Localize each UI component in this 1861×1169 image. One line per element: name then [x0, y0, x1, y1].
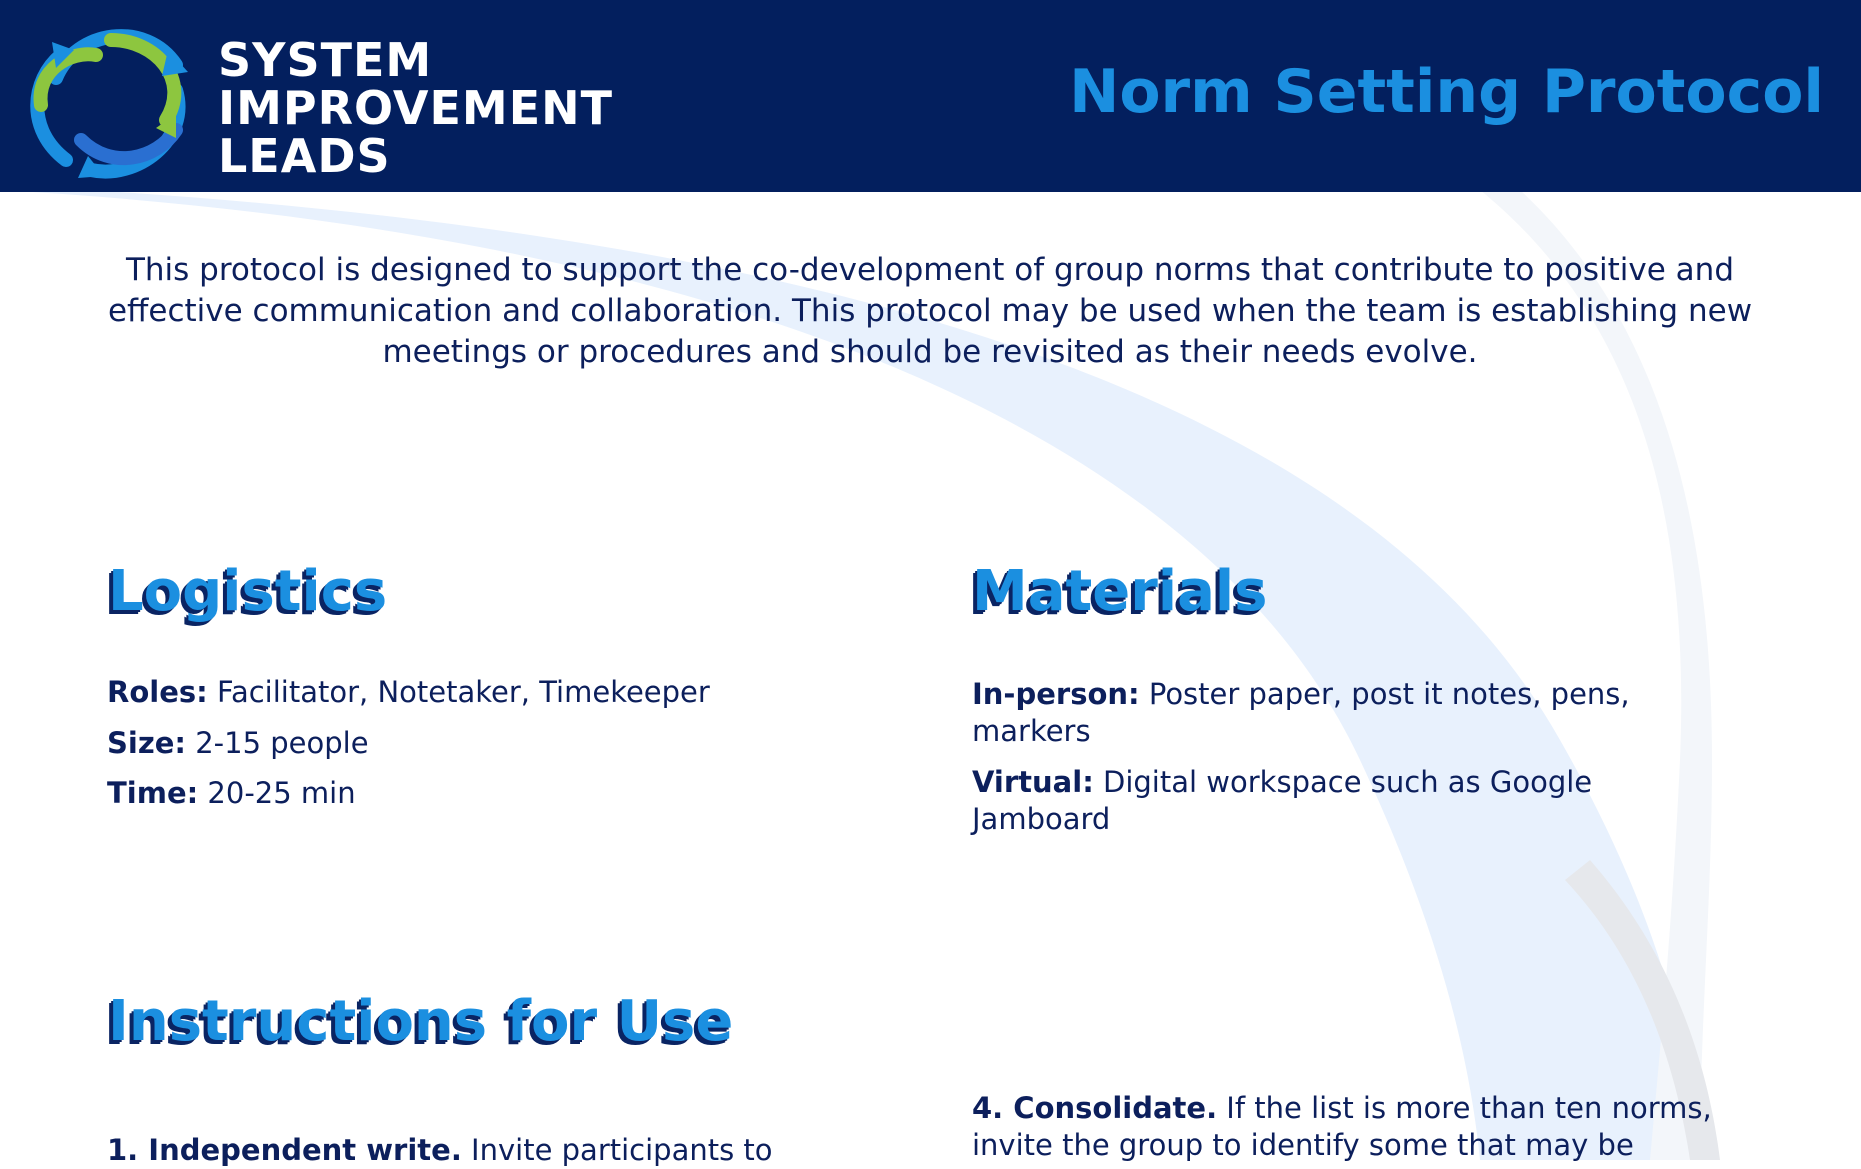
instructions-heading: Instructions for Use [108, 989, 734, 1054]
materials-in-person [972, 676, 1692, 750]
size-label: Size: [107, 726, 186, 760]
logistics-roles [107, 674, 710, 711]
materials-virtual [972, 764, 1692, 838]
in-person-value: Poster paper, post it notes, pens, markers [972, 677, 1630, 748]
step-1-label: 1. Independent write. [107, 1133, 462, 1167]
logistics-time [107, 775, 356, 812]
step-1-independent-write [107, 1132, 807, 1169]
virtual-label: Virtual: [972, 765, 1094, 799]
in-person-label: In-person: [972, 677, 1140, 711]
step-4-text: If the list is more than ten norms, invite the group to identify some that may be [972, 1091, 1712, 1162]
roles-label: Roles: [107, 675, 208, 709]
size-value: 2-15 people [185, 726, 369, 760]
logo-line-3: LEADS [218, 129, 391, 183]
roles-value: Facilitator, Notetaker, Timekeeper [207, 675, 710, 709]
logo-line-2: IMPROVEMENT [218, 81, 613, 135]
logistics-heading: Logistics [108, 559, 388, 624]
logo-line-1: SYSTEM [218, 33, 433, 87]
time-value: 20-25 min [198, 776, 356, 810]
virtual-value: Digital workspace such as Google Jamboard [972, 765, 1593, 836]
step-4-consolidate [972, 1090, 1752, 1164]
document-title: Norm Setting Protocol [1069, 57, 1824, 127]
materials-heading: Materials [972, 559, 1268, 624]
step-4-label: 4. Consolidate. [972, 1091, 1218, 1125]
step-1-text: Invite participants to [461, 1133, 773, 1167]
logistics-size [107, 725, 369, 762]
intro-paragraph: This protocol is designed to support the co-development of group norms that contribute to positive and effective communication and collaboration. This protocol may be used when the team is establishing new meetings or procedures and should be revisited as their needs evolve. [107, 252, 1753, 370]
time-label: Time: [107, 776, 199, 810]
